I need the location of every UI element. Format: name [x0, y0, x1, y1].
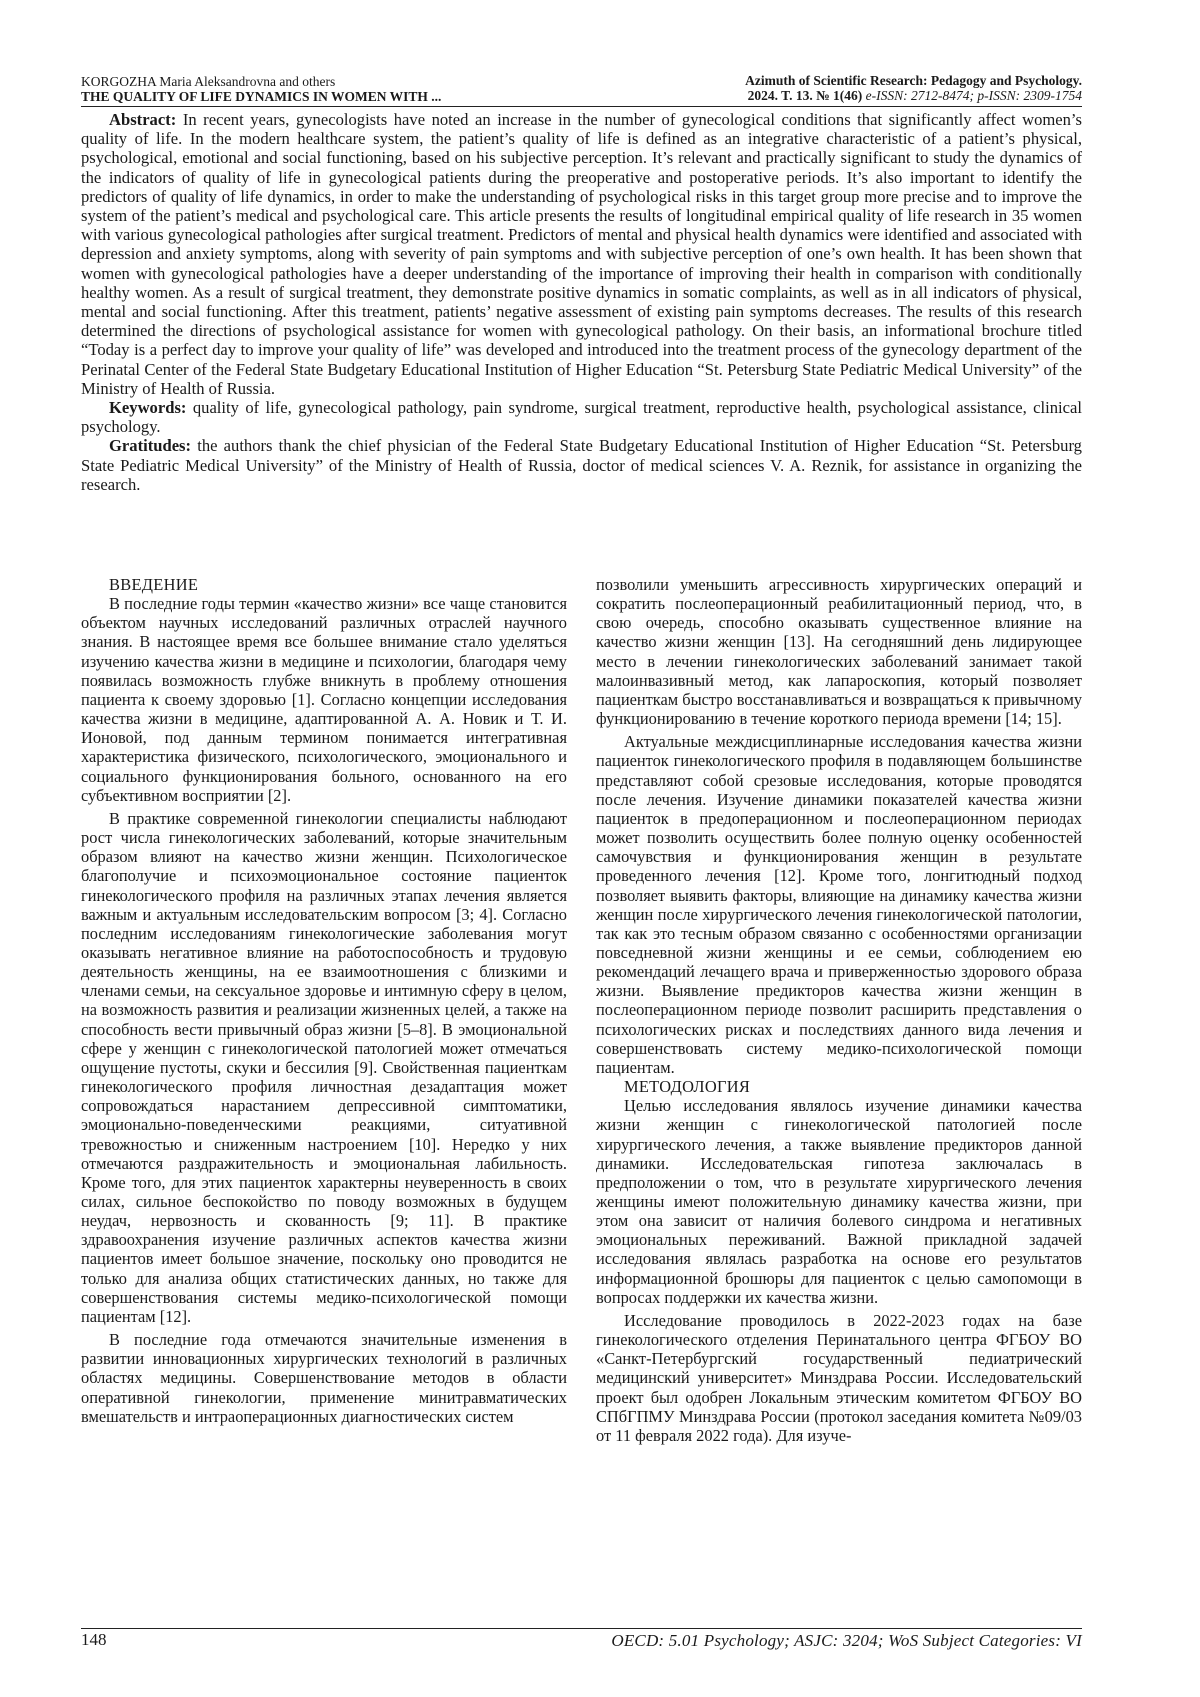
section-heading-methodology: МЕТОДОЛОГИЯ	[624, 1077, 751, 1097]
header-issue-volume: 2024. T. 13. № 1(46)	[747, 88, 863, 103]
gratitudes-text: the authors thank the chief physician of the Federal State Budgetary Educational Institution of Higher Education “St. Petersburg State Pediatric Medical University” of the Ministry of Health of Russia, doctor of medical sciences V. A. Reznik, for assistance in organizing the research.	[81, 436, 1082, 494]
header-issue	[748, 88, 1082, 103]
keywords-text: quality of life, gynecological pathology, pain syndrome, surgical treatment, reproductive health, psychological assistance, clinical psychology.	[81, 398, 1082, 437]
left-column	[81, 575, 567, 1426]
running-header-right	[522, 73, 1082, 103]
body-paragraph: В практике современной гинекологии специалисты наблюдают рост числа гинекологических заболеваний, которые значительным образом влияют на качество жизни женщин. Психологическое благополучие и психоэмоциональное состояние пациенток гинекологического профиля на различных этапах лечения является важным и актуальным исследовательским вопросом [3; 4]. Согласно последним исследованиям гинекологические заболевания могут оказывать негативное влияние на работоспособность и трудовую деятельность женщины, на ее взаимоотношения с близкими и членами семьи, на сексуальное здоровье и интимную сферу в целом, на возможность развития и реализации жизненных целей, а также на способность вести привычный образ жизни [5–8]. В эмоциональной сфере у женщин с гинекологической патологией может отмечаться ощущение пустоты, скуки и бессилия [9]. Свойственная пациенткам гинекологического профиля личностная дезадаптация может сопровождаться нарастанием депрессивной симптоматики, эмоционально-поведенческими реакциями, ситуативной тревожностью и сниженным настроением [10]. Нередко у них отмечаются раздражительность и эмоциональная лабильность. Кроме того, для этих пациенток характерны неуверенность в своих силах, сильное беспокойство по поводу возможных в будущем неудач, нервозность и скованность [9; 11]. В практике здравоохранения изучение различных аспектов качества жизни пациентов имеет большое значение, поскольку оно проводится не только для анализа общих статистических данных, но также для совершенствования системы медико-психологической помощи пациентам [12].	[81, 808, 567, 1326]
keywords-label: Keywords:	[109, 398, 187, 418]
footer-divider	[81, 1628, 1082, 1629]
right-column	[596, 575, 1082, 1445]
section-heading-introduction: ВВЕДЕНИЕ	[109, 575, 199, 594]
header-issn: e-ISSN: 2712-8474; p-ISSN: 2309-1754	[865, 88, 1082, 103]
abstract-paragraph	[81, 110, 1082, 398]
body-paragraph: В последние годы термин «качество жизни» все чаще становится объектом научных исследований различных отраслей научного знания. В настоящее время все большее внимание стало уделяться изучению качества жизни в медицине и психологии, благодаря чему появилась возможность глубже вникнуть в проблему отношения пациента к своему здоровью [1]. Согласно концепции исследования качества жизни в медицине, адаптированной А. А. Новик и Т. И. Ионовой, под данным термином понимается интегративная характеристика физического, психологического, эмоционального и социального функционирования больного, основанного на его субъективном восприятии [2].	[81, 594, 567, 805]
body-paragraph: Целью исследования являлось изучение динамики качества жизни женщин с гинекологической патологией после хирургического лечения, а также выявление предикторов данной динамики. Исследовательская гипотеза заключалась в предположении о том, что в результате хирургического лечения женщины имеют положительную динамику качества жизни, при этом она зависит от наличия болевого синдрома и негативных эмоциональных переживаний. Важной прикладной задачей исследования являлась разработка на основе его результатов информационной брошюры для пациенток с целью самопомощи в вопросах поддержки их качества жизни.	[596, 1096, 1082, 1307]
abstract-text: In recent years, gynecologists have noted an increase in the number of gynecological conditions that significantly affect women’s quality of life. In the modern healthcare system, the patient’s quality of life is defined as an integrative characteristic of a patient’s physical, psychological, emotional and social functioning, based on his subjective perception. It’s relevant and practically significant to study the dynamics of the indicators of quality of life in gynecological patients during the preoperative and postoperative periods. It’s also important to identify the predictors of quality of life dynamics, in order to make the understanding of psychological risks in this target group more precise and to improve the system of the patient’s medical and psychological care. This article presents the results of longitudinal empirical quality of life research in 35 women with various gynecological pathologies after surgical treatment. Predictors of mental and physical health dynamics were identified and associated with depression and anxiety symptoms, along with severity of pain symptoms and with subjective perception of one’s own health. It has been shown that women with gynecological pathologies have a deeper understanding of the importance of improving their health in comparison with conditionally healthy women. As a result of surgical treatment, they demonstrate positive dynamics in somatic complaints, as well as in all indicators of physical, mental and social functioning. After this treatment, patients’ negative assessment of existing pain symptoms decreases. The results of this research determined the directions of psychological assistance for women with gynecological pathology. On their basis, an informational brochure titled “Today is a perfect day to improve your quality of life” was developed and introduced into the treatment process of the gynecology department of the Perinatal Center of the Federal State Budgetary Educational Institution of Higher Education “St. Petersburg State Pediatric Medical University” of the Ministry of Health of Russia.	[81, 110, 1082, 398]
body-paragraph: Актуальные междисциплинарные исследования качества жизни пациенток гинекологического профиля в подавляющем большинстве представляют собой срезовые исследования, которые проводятся после лечения. Изучение динамики показателей качества жизни пациенток в предоперационном и послеоперационном периодах может позволить осуществить более полную оценку особенностей самочувствия и функционирования женщин в результате проведенного лечения [12]. Кроме того, лонгитюдный подход позволяет выявить факторы, влияющие на динамику качества жизни женщин после хирургического лечения гинекологической патологии, так как это тесным образом связанно с особенностями организации повседневной жизни женщины и ее семьи, соблюдением ею рекомендаций лечащего врача и приверженностью здорового образа жизни. Выявление предикторов качества жизни женщин в послеоперационном периоде позволит расширить представления о психологических рисках и последствиях данного вида лечения и совершенствовать систему медико-психологической помощи пациентам.	[596, 732, 1082, 1077]
keywords-paragraph	[81, 398, 1082, 436]
header-journal-name: Azimuth of Scientific Research: Pedagogy and Psychology.	[745, 73, 1082, 88]
subject-classification: OECD: 5.01 Psychology; ASJC: 3204; WoS Subject Categories: VI	[611, 1631, 1082, 1650]
page-number: 148	[81, 1630, 107, 1649]
header-authors: KORGOZHA Maria Aleksandrovna and others	[81, 74, 336, 89]
body-paragraph: В последние года отмечаются значительные изменения в развитии инновационных хирургических технологий в различных областях медицины. Совершенствование методов в области оперативной гинекологии, применение минитравматических вмешательств и интраоперационных диагностических систем	[81, 1330, 567, 1426]
gratitudes-paragraph	[81, 436, 1082, 494]
body-paragraph: Исследование проводилось в 2022-2023 годах на базе гинекологического отделения Перинатального центра ФГБОУ ВО «Санкт-Петербургский государственный педиатрический медицинский университет» Минздрава России. Исследовательский проект был одобрен Локальным этическим комитетом ФГБОУ ВО СПбГПМУ Минздрава России (протокол заседания комитета №09/03 от 11 февраля 2022 года). Для изуче-	[596, 1310, 1082, 1445]
gratitudes-label: Gratitudes:	[109, 436, 192, 456]
abstract-label: Abstract:	[109, 110, 177, 129]
header-divider	[81, 106, 1082, 107]
body-paragraph: позволили уменьшить агрессивность хирургических операций и сократить послеоперационный реабилитационный период, что, в свою очередь, способно оказывать существенное влияние на качество жизни женщин [13]. На сегодняшний день лидирующее место в лечении гинекологических заболеваний занимает такой малоинвазивный метод, как лапароскопия, который позволяет пациенткам быстро восстанавливаться и возвращаться к привычному функционированию в течение короткого периода времени [14; 15].	[596, 575, 1083, 729]
abstract-section	[81, 110, 1082, 494]
header-short-title: THE QUALITY OF LIFE DYNAMICS IN WOMEN WITH ...	[81, 89, 442, 104]
